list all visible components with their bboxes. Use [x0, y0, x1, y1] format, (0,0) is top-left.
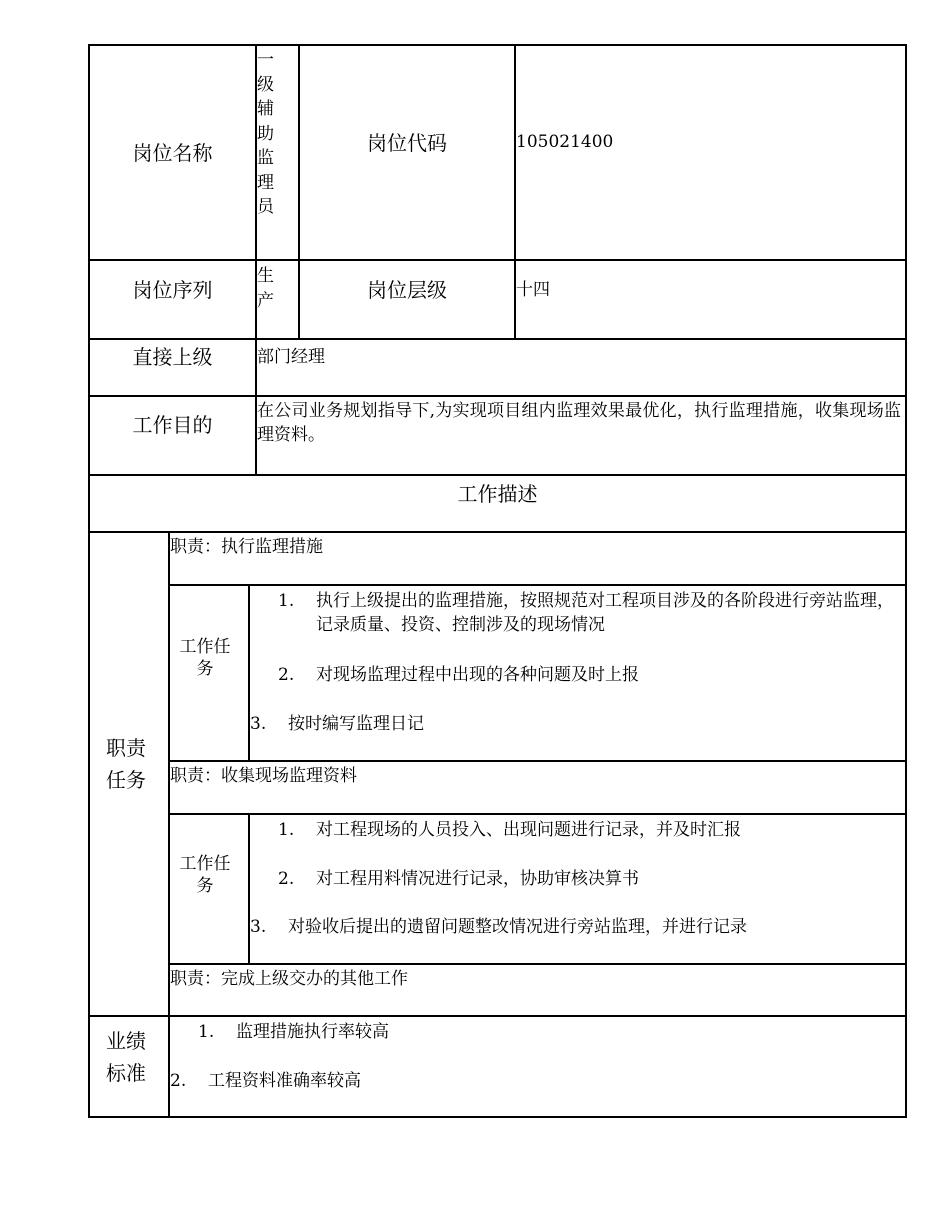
duty-1: 职责：执行监理措施 — [170, 537, 323, 557]
post-level-label: 岗位层级 — [367, 277, 447, 302]
row-line — [168, 813, 907, 815]
task-2-2: 2. 对工程用料情况进行记录，协助审核决算书 — [278, 869, 639, 889]
post-level-value: 十四 — [516, 280, 550, 300]
task-label-1: 工作任务 — [179, 637, 231, 679]
row-line — [88, 1015, 907, 1017]
description-title: 工作描述 — [457, 482, 538, 506]
superior-label: 直接上级 — [132, 345, 213, 369]
post-code-value: 105021400 — [516, 132, 614, 152]
row-line — [88, 531, 907, 533]
purpose-label: 工作目的 — [132, 413, 213, 437]
border-right — [905, 44, 907, 1118]
row-line — [168, 584, 907, 586]
post-code-label: 岗位代码 — [367, 130, 447, 155]
post-seq-label: 岗位序列 — [132, 277, 213, 302]
task-2-1: 1. 对工程现场的人员投入、出现问题进行记录，并及时汇报 — [278, 820, 741, 840]
post-name-label: 岗位名称 — [132, 140, 213, 165]
task-1-1: 1. 执行上级提出的监理措施，按照规范对工程项目涉及的各阶段进行旁站监理，记录质量、投资、控制涉及的现场情况 — [278, 591, 894, 635]
row-line — [88, 395, 907, 397]
row-line — [88, 474, 907, 476]
row-line — [168, 760, 907, 762]
superior-value: 部门经理 — [257, 347, 325, 367]
post-level-label-cell — [300, 261, 514, 318]
section-label-duties: 职责任务 — [106, 736, 146, 792]
performance-label: 业绩标准 — [106, 1029, 146, 1085]
post-name-value: 一级辅助监理员 — [257, 50, 274, 217]
task-2-3: 3. 对验收后提出的遗留问题整改情况进行旁站监理，并进行记录 — [250, 917, 747, 937]
duty-2: 职责：收集现场监理资料 — [170, 766, 357, 786]
post-name-label-cell — [90, 46, 255, 259]
post-seq-label-cell — [90, 261, 255, 318]
purpose-value: 在公司业务规划指导下,为实现项目组内监理效果最优化，执行监理措施，收集现场监理资料。 — [257, 401, 901, 445]
post-seq-value: 生产 — [257, 266, 274, 311]
task-1-2: 2. 对现场监理过程中出现的各种问题及时上报 — [278, 665, 639, 685]
performance-item-2: 2. 工程资料准确率较高 — [170, 1071, 361, 1091]
col-line — [248, 813, 250, 964]
performance-item-1: 1. 监理措施执行率较高 — [198, 1022, 389, 1042]
task-1-3: 3. 按时编写监理日记 — [250, 714, 424, 734]
col-line — [168, 531, 170, 1118]
post-code-label-cell — [300, 46, 514, 239]
task-label-2: 工作任务 — [179, 854, 231, 896]
row-line — [88, 338, 907, 340]
border-bottom — [88, 1116, 907, 1118]
duty-3: 职责：完成上级交办的其他工作 — [170, 969, 408, 989]
row-line — [168, 963, 907, 965]
